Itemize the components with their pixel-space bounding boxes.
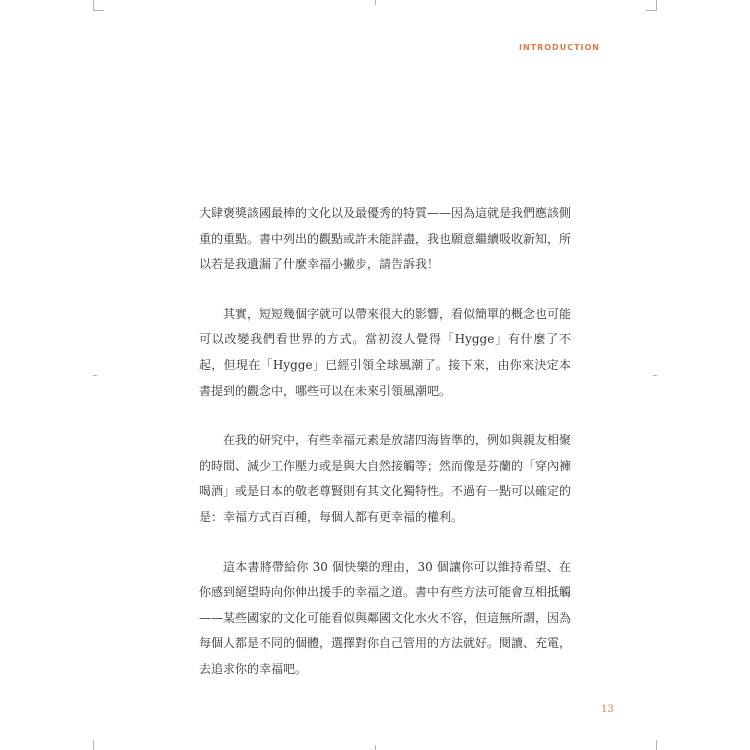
paragraph-4: 這本書將帶給你 30 個快樂的理由，30 個讓你可以維持希望、在你感到絕望時向你伸出援手的幸福之道。書中有些方法可能會互相抵觸——某些國家的文化可能看似與鄰國文化水火不容，但這無所謂，因為每個人都是不同的個體，選擇對你自己管用的方法就好。閱讀、充電，去追求你的幸福吧。 xyxy=(199,559,572,676)
page-number: 13 xyxy=(601,704,614,715)
crop-mark-bottom-right xyxy=(656,740,657,750)
crop-mark-bottom-center xyxy=(375,745,376,750)
paragraph-3: 在我的研究中，有些幸福元素是放諸四海皆準的，例如與親友相聚的時間、減少工作壓力或是與大自然接觸等；然而像是芬蘭的「穿內褲喝酒」或是日本的敬老尊賢則有其文化獨特性。不過有一點可以確定的是：幸福方式百百種，每個人都有更幸福的權利。 xyxy=(199,433,572,524)
crop-mark-left-middle xyxy=(93,375,97,376)
crop-mark-right-middle xyxy=(653,375,657,376)
section-label: INTRODUCTION xyxy=(518,43,600,52)
paragraph-1: 大肆褒獎該國最棒的文化以及最優秀的特質——因為這就是我們應該側重的重點。書中列出的觀點或許未能詳盡，我也願意繼續吸收新知，所以若是我遺漏了什麼幸福小撇步，請告訴我！ xyxy=(199,206,572,272)
crop-mark-top-right-horizontal xyxy=(646,10,657,11)
crop-mark-bottom-left xyxy=(93,740,94,750)
body-text xyxy=(199,201,571,707)
paragraph-2: 其實，短短幾個字就可以帶來很大的影響，看似簡單的概念也可能可以改變我們看世界的方式。當初沒人覺得「Hygge」有什麼了不起，但現在「Hygge」已經引領全球風潮了。接下來，由你來決定本書提到的觀念中，哪些可以在未來引領風潮吧。 xyxy=(199,306,572,398)
crop-mark-top-left-horizontal xyxy=(93,10,104,11)
crop-mark-top-center xyxy=(375,0,376,5)
